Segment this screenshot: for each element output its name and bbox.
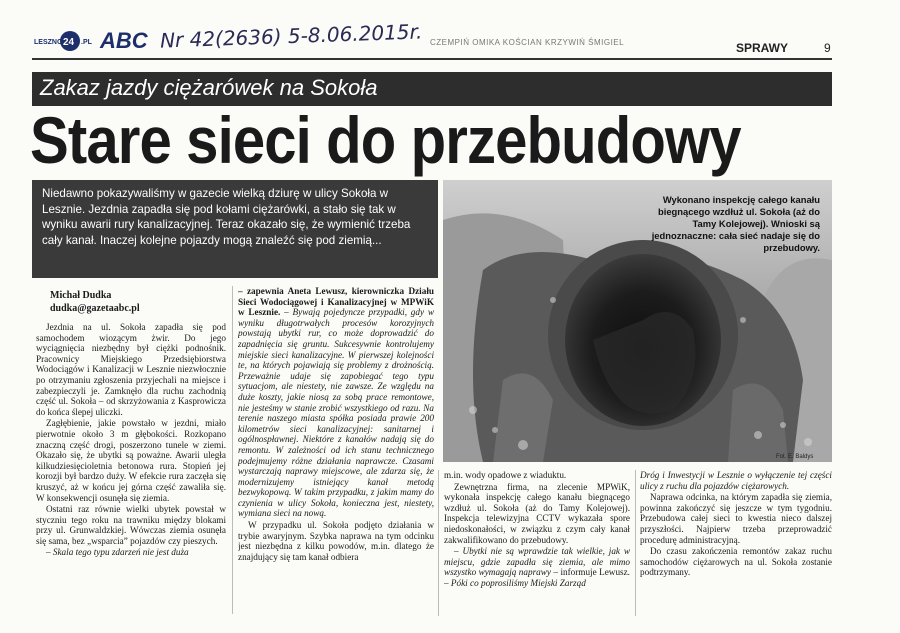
paragraph: Do czasu zakończenia remontów zakaz ruchu samochodów ciężarowych na ul. Sokoła zostanie podtrzymany. [640,546,832,578]
paragraph: Dróg i Inwestycji w Lesznie o wyłączenie tej części ulicy z ruchu dla pojazdów ciężarowych. [640,470,832,491]
section-label: SPRAWY [736,41,789,55]
paragraph [238,286,434,519]
lead-box [32,180,438,278]
paragraph: Ostatni raz równie wielki ubytek powstał w styczniu tego roku na trawniku między blokami przy ul. Grunwaldzkiej. Wówczas ziemia osunęła się sama, bez „wsparcia” pojazdów czy pieszych. [36,504,226,546]
photo-caption: Wykonano inspekcję całego kanału biegnącego wzdłuż ul. Sokoła (aż do Tamy Kolejowej). Wnioski są jednoznaczne: cała sieć nadaje się do przebudowy. [651,194,820,253]
headline: Stare sieci do przebudowy [30,103,741,177]
quote-attribution: – zapewnia Aneta Lewusz, kierowniczka Działu Sieci Wodociągowej i Kanalizacyjnej w MPWiK w Lesznie. [238,286,434,318]
quote-text: – Póki co poprosiliśmy Miejski Zarząd [444,577,586,588]
svg-text:24: 24 [63,37,75,48]
kicker-text: Zakaz jazdy ciężarówek na Sokoła [40,75,378,100]
kicker-band [32,72,832,106]
towns-strip: CZEMPIŃ OMIKA KOŚCIAN KRZYWIŃ ŚMIGIEL [430,38,625,47]
handwritten-issue-note: Nr 42(2636) 5-8.06.2015r. [159,19,423,53]
byline-email: dudka@gazetaabc.pl [50,303,140,314]
article-column-1 [36,322,226,617]
page-number: 9 [824,41,831,55]
leszno24-logo [32,30,94,52]
paragraph: W przypadku ul. Sokoła podjęto działania w trybie awaryjnym. Szybka naprawa na tym odcinku jest niezbędna z kilku powodów, m.in. dlatego że znajdujący się tam kanał odbiera [238,520,434,562]
svg-text:.PL: .PL [81,39,92,46]
paragraph: m.in. wody opadowe z wiaduktu. [444,470,567,480]
paragraph: Zagłębienie, jakie powstało w jezdni, miało pierwotnie około 3 m głębokości. Rozkopano znaczną część drogi, poszerzono tunele w ziemi. Okazało się, że ubytki są poważne. Awarii uległa kilkudziesięcioletnia betonowa rura. Stopień jej korozji był bardzo duży. W efekcie rura zaczęła się kruszyć, aż w końcu jej górna część zawaliła się. W konsekwencji osunęła się ziemia. [36,418,226,503]
lead-text: Niedawno pokazywaliśmy w gazecie wielką dziurę w ulicy Sokoła w Lesznie. Jezdnia zapadła się pod kołami ciężarówki, a stało się tak w wyniku awarii rury kanalizacyjnej. Teraz okazało się, że wymienić trzeba cały kanał. Inaczej kolejne pojazdy mogą znaleźć się pod ziemią... [42,187,411,247]
paragraph: Zewnętrzna firma, na zlecenie MPWiK, wykonała inspekcję całego kanału biegnącego wzdłuż ul. Sokoła (aż do Tamy Kolejowej). Inspekcja telewizyjna CCTV wykazała spore niedoskonałości, w związku z czym cały kanał zakwalifikowano do przebudowy. [444,481,630,545]
abc-masthead: ABC [100,28,148,53]
paragraph: – Skala tego typu zdarzeń nie jest duża [46,547,189,558]
byline-author: Michał Dudka [50,290,112,301]
quote-attribution: – informuje Lewusz. [550,567,630,578]
column-divider [635,470,636,616]
quote-text: – Bywają pojedyncze przypadki, gdy w wyniku długotrwałych procesów korozyjnych powstają ubytki rur, co może doprowadzić do zapadnięcia się gruntu. Sukcesywnie kontrolujemy miejskie sieci kanalizacyjne. W pierwszej kolejności te, na których pojawiają się problemy z drożnością. Przeważnie udaje się zapobiegać tego typu sytuacjom, ale niestety, nie zawsze. Ze względu na duże koszty, jakie niosą za sobą prace remontowe, nie jesteśmy w stanie zrobić wszystkiego od razu. Na terenie naszego miasta spółka posiada prawie 200 kilometrów sieci kanalizacyjnej: sanitarnej i ogólnospławnej. Niektóre z kanałów nadają się do remontu. W zależności od ich stanu technicznego podejmujemy różne działania naprawcze. Czasami wystarczają naprawy miejscowe, ale zdarza się, że modernizujemy istniejący kanał metodą bezwykopową. W takim przypadku, z jakim mamy do czynienia w ulicy Sokoła, konieczna jest, niestety, wymiana sieci na nową. [238,307,434,519]
article-column-3 [444,470,630,618]
article-column-4 [640,470,832,618]
quote-text: – Ubytki nie są wprawdzie tak wielkie, jak w miejscu, gdzie zapadła się ziemia, ale mimo wszystko wymagają naprawy [444,546,630,578]
header-rule [32,58,832,60]
paragraph [444,546,630,588]
photo-credit: Fot. E. Baldys [776,454,814,460]
article-column-2 [238,286,434,617]
paragraph: Jezdnia na ul. Sokoła zapadła się pod samochodem wiozącym żwir. Do jego wyciągnięcia niezbędny był ciężki podnośnik. Pracownicy Miejskiego Przedsiębiorstwa Wodociągów i Kanalizacji w Lesznie niezwłocznie po otrzymaniu zgłoszenia przyjechali na miejsce i zabezpieczyli je. Zamknęło dla ruchu zachodnią część ul. Sokoła – od skrzyżowania z Kasprowicza do końca ślepej uliczki. [36,322,226,417]
column-divider [232,286,233,614]
svg-text:LESZNO: LESZNO [34,39,63,46]
column-divider [438,470,439,616]
paragraph: Naprawa odcinka, na którym zapadła się ziemia, powinna zakończyć się jeszcze w tym tygodniu. Przebudowa całej sieci to kwestia nieco dalszej przyszłości. Najpierw trzeba przeprowadzić procedurę administracyjną. [640,492,832,545]
